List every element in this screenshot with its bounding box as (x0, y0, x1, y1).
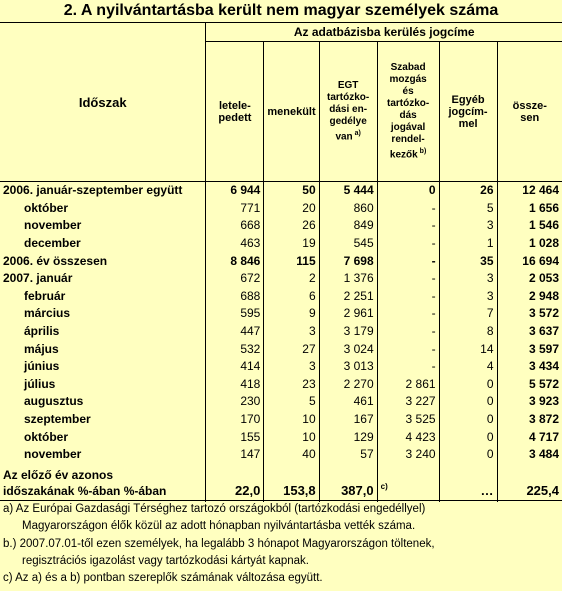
row-label: október (24, 200, 69, 215)
table-cell: 230 (206, 393, 264, 411)
table-cell: 3 179 (319, 323, 377, 341)
table-cell: 27 (264, 340, 319, 358)
table-cell: 849 (319, 217, 377, 235)
table-cell: 10 (264, 411, 319, 429)
column-header-line: Egyéb (451, 93, 485, 106)
row-label: november (24, 447, 82, 462)
table-row (0, 411, 562, 429)
column-header-line: tartózko- (386, 97, 430, 109)
table-cell: 3 240 (377, 446, 439, 464)
table-row (0, 305, 562, 323)
table-cell: 8 (439, 323, 497, 341)
table-cell: 3 525 (377, 411, 439, 429)
table-row (0, 270, 562, 288)
table-cell: 2 251 (319, 288, 377, 306)
table-cell: 19 (264, 235, 319, 253)
table-row (0, 358, 562, 376)
ratio-label-line: időszakának %-ában %-ában (3, 483, 167, 498)
table-cell: 545 (319, 235, 377, 253)
table-cell: 6 944 (206, 182, 264, 200)
table-cell: 688 (206, 288, 264, 306)
ratio-cell: 225,4 (497, 464, 562, 502)
group-header: Az adatbázisba kerülés jogcíme (206, 23, 562, 42)
table-cell: 3 (439, 217, 497, 235)
table-cell: - (377, 305, 439, 323)
table-row (0, 393, 562, 411)
ratio-cell: 387,0 (319, 464, 377, 502)
column-header-line: EGT (337, 79, 359, 91)
table-cell: 147 (206, 446, 264, 464)
column-header-line: mel (458, 117, 478, 130)
column-header-line: sen (520, 111, 540, 124)
column-header-line: jogával (390, 121, 426, 133)
table-cell: 0 (439, 376, 497, 394)
table-cell: 7 698 (319, 252, 377, 270)
row-label: március (24, 306, 71, 321)
row-label: 2006. január-szeptember együtt (3, 183, 183, 198)
table-cell: 50 (264, 182, 319, 200)
footnotes (0, 500, 562, 587)
table-cell: 129 (319, 428, 377, 446)
table-cell: 672 (206, 270, 264, 288)
table-row (0, 235, 562, 253)
table-cell: 595 (206, 305, 264, 323)
table-cell: 4 (439, 358, 497, 376)
ratio-label (0, 464, 206, 502)
table-row (0, 376, 562, 394)
column-header-3 (319, 42, 377, 182)
column-header-line: van $^{a)}$ (335, 129, 361, 143)
column-header-line: pedett (218, 111, 252, 124)
table-cell: - (377, 252, 439, 270)
column-header-line: menekült (267, 105, 316, 118)
table-cell: 20 (264, 200, 319, 218)
table-cell: 3 (264, 358, 319, 376)
row-label: június (24, 359, 60, 374)
column-header-5 (439, 42, 497, 182)
table-cell: - (377, 340, 439, 358)
footnote-line: b.) 2007.07.01-től ezen személyek, ha legalább 3 hónapot Magyarországon töltenek, (3, 537, 435, 550)
table-cell: 170 (206, 411, 264, 429)
table-row (0, 252, 562, 270)
row-label: október (24, 429, 69, 444)
table-cell: 5 (439, 200, 497, 218)
table-cell: 3 227 (377, 393, 439, 411)
table-cell: 35 (439, 252, 497, 270)
table-cell: 3 597 (497, 340, 562, 358)
table-cell: 40 (264, 446, 319, 464)
table-cell: - (377, 270, 439, 288)
row-label: szeptember (24, 412, 91, 427)
table-cell: 23 (264, 376, 319, 394)
table-cell: - (377, 217, 439, 235)
table-cell: 4 423 (377, 428, 439, 446)
column-header-line: Szabad (390, 61, 426, 73)
row-label: július (24, 376, 56, 391)
footnote-line: c) Az a) és a b) pontban szereplők számának változása együtt. (3, 572, 323, 585)
column-header-line: gedélye (329, 115, 367, 127)
table-cell: 115 (264, 252, 319, 270)
table-cell: 3 (439, 288, 497, 306)
row-label: 2007. január (3, 271, 73, 286)
table-cell: 414 (206, 358, 264, 376)
footnote-mark-b: b) (417, 147, 427, 155)
table-cell: 0 (439, 446, 497, 464)
table-cell: 3 (439, 270, 497, 288)
column-header-line: jogcím- (448, 105, 488, 118)
table-cell: - (377, 200, 439, 218)
column-header-line: dási en- (329, 103, 368, 115)
table-row (0, 200, 562, 218)
table-cell: 1 028 (497, 235, 562, 253)
column-header-4 (377, 42, 439, 182)
table-cell: 3 (264, 323, 319, 341)
table-cell: 4 717 (497, 428, 562, 446)
table-cell: 26 (264, 217, 319, 235)
table-title: 2. A nyilvántartásba került nem magyar személyek száma (63, 2, 499, 19)
table-cell: 3 024 (319, 340, 377, 358)
table-cell: 8 846 (206, 252, 264, 270)
table-cell: 155 (206, 428, 264, 446)
table-cell: 3 434 (497, 358, 562, 376)
table-cell: 3 923 (497, 393, 562, 411)
table-cell: 1 656 (497, 200, 562, 218)
table-cell: 3 637 (497, 323, 562, 341)
table-cell: 3 872 (497, 411, 562, 429)
table-cell: - (377, 358, 439, 376)
table-cell: 1 546 (497, 217, 562, 235)
table-cell: - (377, 288, 439, 306)
table-cell: 167 (319, 411, 377, 429)
data-table (0, 22, 562, 502)
table-cell: 2 948 (497, 288, 562, 306)
ratio-cell: 153,8 (264, 464, 319, 502)
table-cell: 668 (206, 217, 264, 235)
column-header-line: kezők $^{b)}$ (389, 147, 427, 161)
column-header-line: mozgás (389, 73, 427, 85)
period-header: Időszak (0, 23, 206, 182)
table-cell: 3 013 (319, 358, 377, 376)
table-cell: 10 (264, 428, 319, 446)
table-cell: 2 961 (319, 305, 377, 323)
table-cell: 16 694 (497, 252, 562, 270)
row-label: augusztus (24, 394, 84, 409)
table-cell: 447 (206, 323, 264, 341)
table-cell: 5 (264, 393, 319, 411)
table-cell: 2 270 (319, 376, 377, 394)
column-header-line: letele- (218, 99, 251, 112)
ratio-cell (377, 464, 439, 502)
table-cell: 14 (439, 340, 497, 358)
table-row (0, 288, 562, 306)
ratio-cell: … (439, 464, 497, 502)
table-cell: 771 (206, 200, 264, 218)
column-header-line: rendel- (391, 133, 425, 145)
table-cell: 3 572 (497, 305, 562, 323)
table-cell: 2 (264, 270, 319, 288)
table-cell: 0 (439, 393, 497, 411)
table-cell: 26 (439, 182, 497, 200)
table-cell: 3 484 (497, 446, 562, 464)
table-cell: 1 376 (319, 270, 377, 288)
table-cell: 5 572 (497, 376, 562, 394)
ratio-row (0, 464, 562, 502)
row-label: december (24, 236, 81, 251)
table-cell: - (377, 323, 439, 341)
ratio-label-line: Az előző év azonos (3, 467, 114, 482)
table-cell: 461 (319, 393, 377, 411)
table-row (0, 340, 562, 358)
table-cell: 0 (377, 182, 439, 200)
footnote-line: a) Az Európai Gazdasági Térséghez tartozó országokból (tartózkodási engedéllyel) (3, 503, 426, 515)
table-cell: 7 (439, 305, 497, 323)
column-header-line: össze- (512, 99, 547, 112)
table-cell: 0 (439, 428, 497, 446)
row-label: 2006. év összesen (3, 253, 108, 268)
row-label: április (24, 324, 60, 339)
row-label: november (24, 218, 82, 233)
footnote-line: Magyarországon élők közül az adott hónapban nyilvántartásba vették száma. (22, 520, 416, 533)
table-cell: 860 (319, 200, 377, 218)
table-cell: 12 464 (497, 182, 562, 200)
row-label: május (24, 341, 59, 356)
table-cell: - (377, 235, 439, 253)
table-cell: 2 861 (377, 376, 439, 394)
footnote-line: regisztrációs igazolást vagy tartózkodási kártyát kapnak. (22, 554, 309, 567)
footnote-mark-a: a) (352, 129, 361, 137)
table-row (0, 182, 562, 200)
table-cell: 57 (319, 446, 377, 464)
table-row (0, 446, 562, 464)
table-row (0, 217, 562, 235)
table-row (0, 323, 562, 341)
table-row (0, 428, 562, 446)
table-cell: 0 (439, 411, 497, 429)
table-cell: 5 444 (319, 182, 377, 200)
row-label: február (24, 288, 66, 303)
column-header-line: dás (399, 109, 417, 121)
column-header-line: és (402, 85, 414, 97)
column-header-2 (264, 42, 319, 182)
table-cell: 6 (264, 288, 319, 306)
table-cell: 9 (264, 305, 319, 323)
column-header-6 (497, 42, 562, 182)
column-header-line: tartózko- (327, 91, 370, 103)
table-cell: 1 (439, 235, 497, 253)
table-cell: 463 (206, 235, 264, 253)
table-cell: 418 (206, 376, 264, 394)
column-header-1 (206, 42, 264, 182)
footnote-mark-c: c) (380, 482, 388, 492)
table-cell: 532 (206, 340, 264, 358)
table-cell: 2 053 (497, 270, 562, 288)
ratio-cell: 22,0 (206, 464, 264, 502)
